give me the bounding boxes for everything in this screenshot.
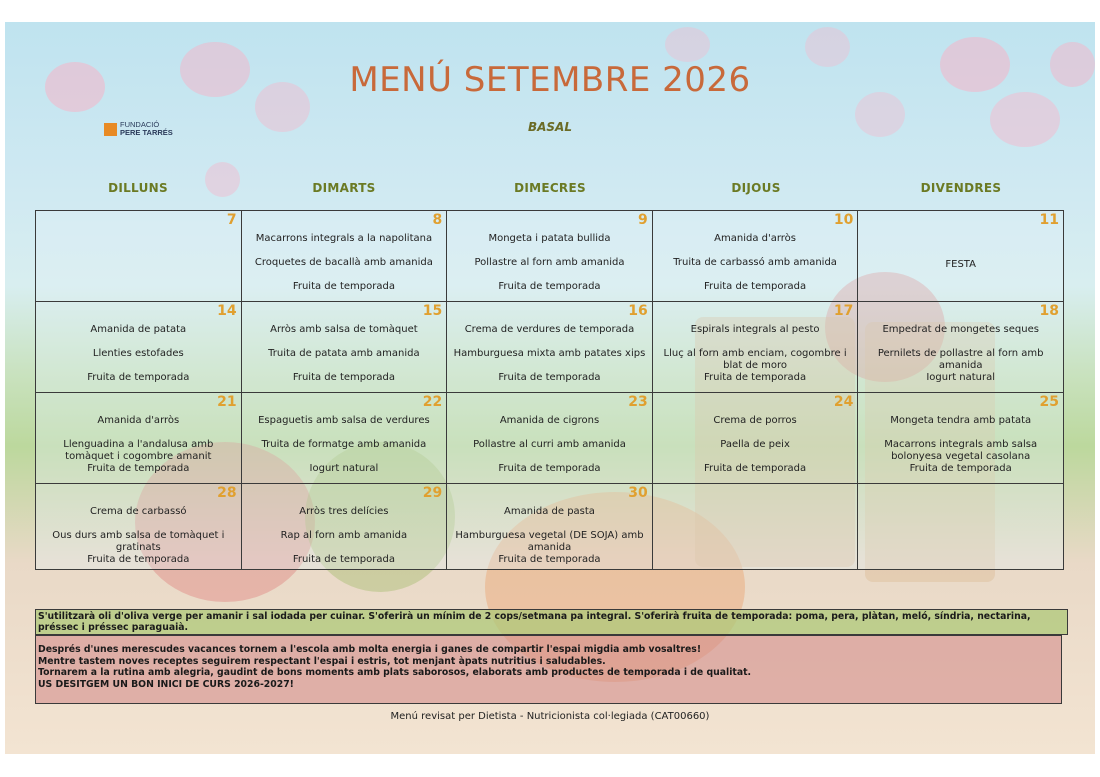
dish-item: Amanida de pasta xyxy=(504,506,595,517)
footer-credit: Menú revisat per Dietista - Nutricionista col·legiada (CAT00660) xyxy=(390,711,710,722)
dish-item: Fruita de temporada xyxy=(704,463,807,474)
day-cell xyxy=(652,393,858,484)
dish-item: Fruita de temporada xyxy=(704,372,807,383)
logo-square-icon xyxy=(104,123,117,136)
nutrition-note: S'utilitzarà oli d'oliva verge per amanir i sal iodada per cuinar. S'oferirà un mínim de 2 cops/setmana pa integral. S'oferirà fruita de temporada: poma, pera, plàtan, meló, síndria, nectarina, préssec i préssec paraguaià. xyxy=(35,609,1068,635)
day-number: 29 xyxy=(422,485,443,501)
dish-item: Fruita de temporada xyxy=(704,281,807,292)
menu-type-label: BASAL xyxy=(527,120,572,134)
dish-item: Macarrons integrals amb salsa bolonyesa vegetal casolana xyxy=(884,439,1038,462)
day-cell xyxy=(241,484,447,570)
day-number: 23 xyxy=(628,394,648,410)
weekday-header: DIMARTS xyxy=(312,181,376,195)
dish-item: Truita de patata amb amanida xyxy=(268,348,420,359)
day-cell xyxy=(36,211,242,302)
day-cell xyxy=(241,302,447,393)
blossom-decoration xyxy=(665,27,710,62)
week-row xyxy=(36,302,1064,393)
message-line: Després d'unes merescudes vacances tornem a l'escola amb molta energia i ganes de compartir l'espai migdia amb vosaltres! xyxy=(38,644,702,655)
day-number: 7 xyxy=(226,212,237,228)
dish-item: Amanida de patata xyxy=(90,324,187,335)
dish-item: Empedrat de mongetes seques xyxy=(882,324,1039,335)
dish-item: Hamburguesa vegetal (DE SOJA) amb amanida xyxy=(455,530,644,553)
dish-item: Fruita de temporada xyxy=(292,554,395,565)
dish-item: Amanida de cigrons xyxy=(499,415,600,426)
week-row xyxy=(36,211,1064,302)
message-line: US DESITGEM UN BON INICI DE CURS 2026-2027! xyxy=(38,678,294,690)
day-cell xyxy=(652,484,858,570)
day-cell xyxy=(447,302,653,393)
weekday-header: DIJOUS xyxy=(731,181,781,195)
dish-item: Fruita de temporada xyxy=(292,281,395,292)
day-cell xyxy=(36,302,242,393)
dish-item: Arròs tres delícies xyxy=(299,506,389,517)
dish-item: Llenguadina a l'andalusa amb tomàquet i cogombre amanit xyxy=(63,439,214,462)
day-cell xyxy=(241,393,447,484)
day-number: 10 xyxy=(833,212,854,228)
dish-item: Pollastre al curri amb amanida xyxy=(473,439,626,450)
dish-item: Espaguetis amb salsa de verdures xyxy=(258,415,430,426)
menu-calendar xyxy=(35,210,1064,570)
day-number: 15 xyxy=(422,303,443,319)
day-cell xyxy=(36,484,242,570)
dish-item: Fruita de temporada xyxy=(909,463,1012,474)
dish-item: Fruita de temporada xyxy=(498,372,601,383)
day-number: 18 xyxy=(1039,303,1059,319)
dish-item: Amanida d'arròs xyxy=(97,415,180,426)
dish-item: Crema de porros xyxy=(713,415,797,426)
dish-item: Fruita de temporada xyxy=(292,372,395,383)
dish-item: Crema de carbassó xyxy=(90,506,187,517)
day-cell xyxy=(858,211,1064,302)
dish-item: Fruita de temporada xyxy=(87,554,190,565)
day-cell xyxy=(652,302,858,393)
day-number: 28 xyxy=(217,485,237,501)
day-number: 11 xyxy=(1039,212,1059,228)
day-cell xyxy=(36,393,242,484)
weekday-header: DILLUNS xyxy=(108,181,168,195)
day-cell xyxy=(447,393,653,484)
menu-page xyxy=(5,22,1095,754)
page-title: MENÚ SETEMBRE 2026 xyxy=(349,60,751,100)
dish-item: Paella de peix xyxy=(720,439,790,450)
dish-item: Iogurt natural xyxy=(309,463,379,474)
dish-item: Mongeta i patata bullida xyxy=(488,233,611,244)
dish-item: Fruita de temporada xyxy=(87,463,190,474)
day-number: 14 xyxy=(217,303,237,319)
weekday-header: DIVENDRES xyxy=(920,181,1002,195)
dish-item: Truita de formatge amb amanida xyxy=(261,439,427,450)
day-number: 8 xyxy=(432,212,443,228)
day-cell xyxy=(652,211,858,302)
day-cell xyxy=(447,211,653,302)
logo-line-1: FUNDACIÓ xyxy=(120,120,160,129)
holiday-label: FESTA xyxy=(945,259,976,270)
day-number: 30 xyxy=(628,485,648,501)
week-row xyxy=(36,393,1064,484)
dish-item: Iogurt natural xyxy=(926,372,996,383)
organization-logo xyxy=(104,121,173,137)
dish-item: Croquetes de bacallà amb amanida xyxy=(254,257,433,268)
message-line: Mentre tastem noves receptes seguirem respectant l'espai i estris, tot menjant àpats nutritius i saludables. xyxy=(38,655,606,667)
day-number: 9 xyxy=(638,212,648,228)
dish-item: Pollastre al forn amb amanida xyxy=(474,257,625,268)
welcome-message xyxy=(35,635,1062,704)
day-number: 17 xyxy=(833,303,854,319)
day-number: 24 xyxy=(833,394,854,410)
dish-item: Crema de verdures de temporada xyxy=(464,324,635,335)
dish-item: Mongeta tendra amb patata xyxy=(890,415,1032,426)
dish-item: Arròs amb salsa de tomàquet xyxy=(270,324,418,335)
dish-item: Llenties estofades xyxy=(92,348,184,359)
weekday-header: DIMECRES xyxy=(514,181,586,195)
dish-item: Fruita de temporada xyxy=(87,372,190,383)
dish-item: Fruita de temporada xyxy=(498,281,601,292)
day-cell xyxy=(858,302,1064,393)
dish-item: Rap al forn amb amanida xyxy=(280,530,408,541)
day-number: 22 xyxy=(422,394,443,410)
dish-item: Lluç al forn amb enciam, cogombre i blat de moro xyxy=(663,348,847,371)
day-number: 25 xyxy=(1039,394,1059,410)
dish-item: Fruita de temporada xyxy=(498,463,601,474)
day-cell xyxy=(858,484,1064,570)
day-cell xyxy=(241,211,447,302)
dish-item: Amanida d'arròs xyxy=(714,233,797,244)
day-cell xyxy=(447,484,653,570)
week-row xyxy=(36,484,1064,570)
dish-item: Ous durs amb salsa de tomàquet i gratinats xyxy=(52,530,225,553)
dish-item: Hamburguesa mixta amb patates xips xyxy=(453,348,646,359)
day-number: 21 xyxy=(217,394,237,410)
dish-item: Pernilets de pollastre al forn amb amanida xyxy=(877,348,1044,371)
dish-item: Truita de carbassó amb amanida xyxy=(673,257,837,268)
logo-line-2: PERE TARRÉS xyxy=(120,128,173,137)
dish-item: Macarrons integrals a la napolitana xyxy=(255,233,433,244)
day-number: 16 xyxy=(628,303,648,319)
dish-item: Fruita de temporada xyxy=(498,554,601,565)
message-line: Tornarem a la rutina amb alegria, gaudint de bons moments amb plats saborosos, elaborats amb productes de temporada i de qualitat. xyxy=(38,667,752,678)
day-cell xyxy=(858,393,1064,484)
dish-item: Espirals integrals al pesto xyxy=(690,324,820,335)
